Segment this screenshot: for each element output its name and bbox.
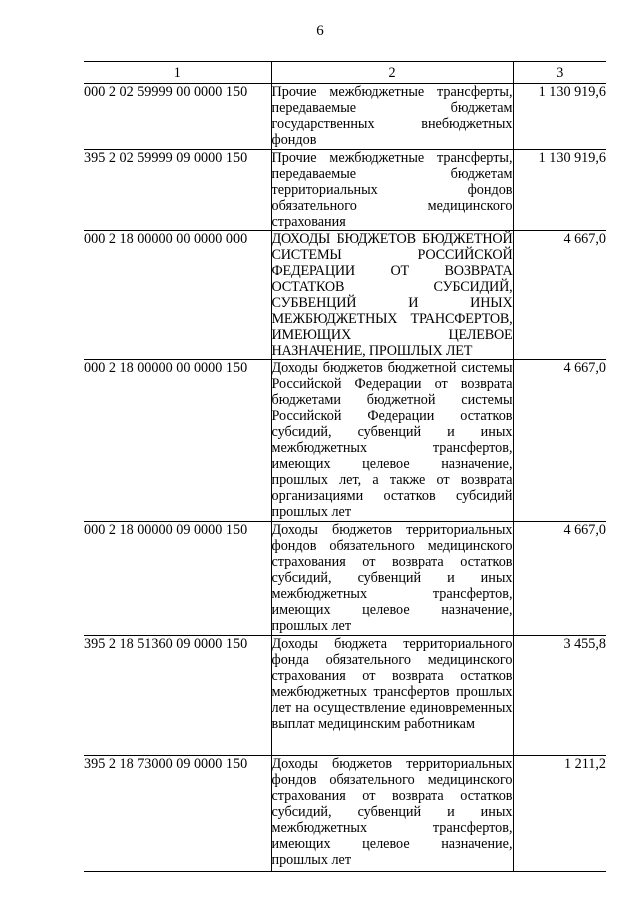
amount-cell: 1 130 919,6 — [513, 150, 606, 231]
amount-cell: 1 130 919,6 — [513, 84, 606, 150]
column-header-amount: 3 — [513, 62, 606, 84]
header-row — [84, 62, 606, 84]
revenue-name-cell: Доходы бюджета территориального фонда обязательного медицинского страхования от возврата остатков межбюджетных трансфертов прошлых лет на осуществление единовременных выплат медицинским работникам — [271, 636, 513, 756]
table-row — [84, 522, 606, 636]
table-row — [84, 231, 606, 360]
revenue-name-cell: Доходы бюджетов территориальных фондов обязательного медицинского страхования от возврата остатков субсидий, субвенций и иных межбюджетных трансфертов, имеющих целевое назначение, прошлых лет — [271, 756, 513, 872]
table-row — [84, 150, 606, 231]
amount-cell: 4 667,0 — [513, 522, 606, 636]
table-row — [84, 360, 606, 522]
table-row — [84, 756, 606, 872]
budget-code-cell: 395 2 18 51360 09 0000 150 — [84, 636, 271, 756]
table-header — [84, 62, 606, 84]
column-header-code: 1 — [84, 62, 271, 84]
table-row — [84, 636, 606, 756]
amount-cell: 1 211,2 — [513, 756, 606, 872]
amount-cell: 4 667,0 — [513, 360, 606, 522]
amount-cell: 4 667,0 — [513, 231, 606, 360]
amount-cell: 3 455,8 — [513, 636, 606, 756]
revenue-name-cell: Доходы бюджетов территориальных фондов обязательного медицинского страхования от возврата остатков субсидий, субвенций и иных межбюджетных трансфертов, имеющих целевое назначение, прошлых лет — [271, 522, 513, 634]
table-row — [84, 84, 606, 150]
budget-code-cell: 395 2 02 59999 09 0000 150 — [84, 150, 271, 231]
table-body — [84, 84, 606, 872]
budget-code-cell: 000 2 02 59999 00 0000 150 — [84, 84, 271, 150]
budget-code-cell: 000 2 18 00000 00 0000 000 — [84, 231, 271, 360]
page-number: 6 — [316, 23, 324, 39]
revenue-name-cell: Прочие межбюджетные трансферты, передаваемые бюджетам государственных внебюджетных фондов — [271, 84, 513, 148]
budget-code-cell: 000 2 18 00000 00 0000 150 — [84, 360, 271, 522]
revenue-name-cell: Прочие межбюджетные трансферты, передаваемые бюджетам территориальных фондов обязательного медицинского страхования — [271, 150, 513, 230]
column-header-name: 2 — [271, 62, 513, 84]
budget-revenue-table — [84, 61, 606, 872]
revenue-name-cell: ДОХОДЫ БЮДЖЕТОВ БЮДЖЕТНОЙ СИСТЕМЫ РОССИЙСКОЙ ФЕДЕРАЦИИ ОТ ВОЗВРАТА ОСТАТКОВ СУБСИДИЙ, СУБВЕНЦИЙ И ИНЫХ МЕЖБЮДЖЕТНЫХ ТРАНСФЕРТОВ, ИМЕЮЩИХ ЦЕЛЕВОЕ НАЗНАЧЕНИЕ, ПРОШЛЫХ ЛЕТ — [271, 231, 513, 359]
budget-code-cell: 395 2 18 73000 09 0000 150 — [84, 756, 271, 872]
revenue-name-cell: Доходы бюджетов бюджетной системы Российской Федерации от возврата бюджетами бюджетной системы Российской Федерации остатков субсидий, субвенций и иных межбюджетных трансфертов, имеющих целевое назначение, прошлых лет, а также от возврата организациями остатков субсидий прошлых лет — [271, 360, 513, 520]
budget-code-cell: 000 2 18 00000 09 0000 150 — [84, 522, 271, 636]
